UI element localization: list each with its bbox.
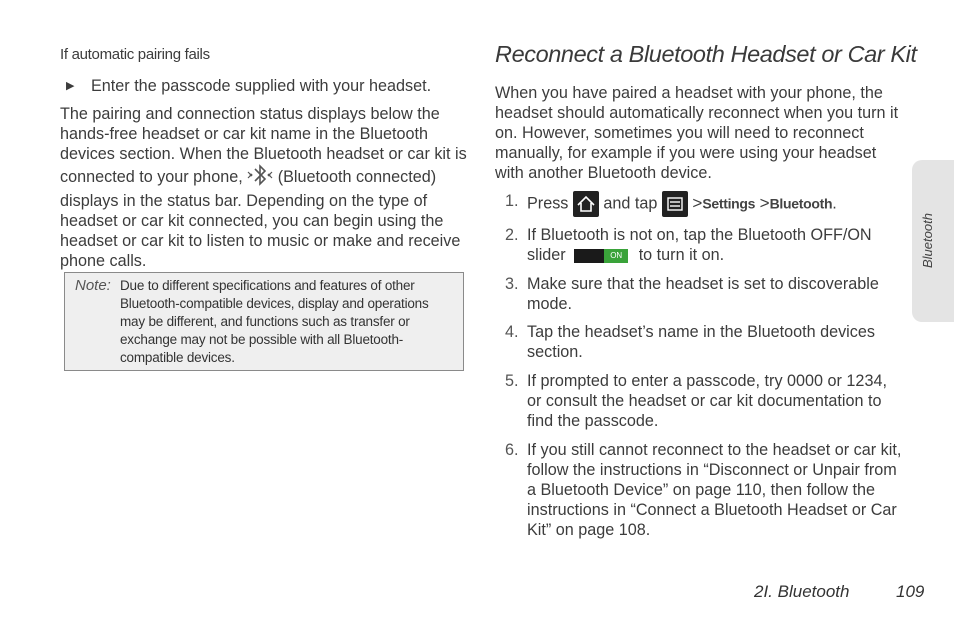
- step-6: [495, 440, 905, 540]
- menu-button-icon: [662, 191, 688, 217]
- step-number: 1.: [505, 192, 519, 210]
- step-number: 4.: [505, 323, 519, 341]
- step-number: 2.: [505, 226, 519, 244]
- side-tab-label: Bluetooth: [920, 213, 935, 268]
- home-button-icon: [573, 191, 599, 217]
- step-5: [495, 371, 905, 431]
- breadcrumb-separator: >: [759, 193, 770, 213]
- step-3: [495, 274, 905, 314]
- intro-paragraph: When you have paired a headset with your phone, the headset should automatically reconnect when you turn it on. However, sometimes you will need to reconnect manually, for example if you were using your headset with another Bluetooth device.: [495, 84, 899, 182]
- slider-on-label: ON: [604, 249, 628, 263]
- step-number: 5.: [505, 372, 519, 390]
- section-heading: Reconnect a Bluetooth Headset or Car Kit: [495, 41, 917, 67]
- footer-chapter: 2I. Bluetooth: [754, 582, 850, 601]
- bluetooth-connected-icon: [247, 164, 273, 191]
- breadcrumb-separator: >: [692, 193, 703, 213]
- note-box: [64, 272, 464, 371]
- step-text: to turn it on.: [638, 246, 725, 264]
- steps-list: [495, 191, 905, 540]
- step-text: If you still cannot reconnect to the headset or car kit, follow the instructions in “Disconnect or Unpair from a Bluetooth Device” on page 110, then follow the instructions in “Connect a Bluetooth Headset or Car Kit” on page 108.: [527, 441, 902, 539]
- chapter-side-tab: [912, 160, 954, 322]
- step-text: and tap: [603, 194, 658, 213]
- step-text: Press: [527, 194, 569, 213]
- step-end: .: [832, 194, 837, 213]
- step-4: [495, 322, 905, 362]
- status-paragraph: [60, 104, 470, 271]
- step-1: [495, 191, 905, 217]
- step-number: 3.: [505, 275, 519, 293]
- bullet-icon: ▶: [66, 80, 75, 92]
- paragraph-part-1: The pairing and connection status displays below the hands-free headset or car kit name in the Bluetooth devices section. When the Bluetooth headset or car kit is connected to your phone,: [60, 105, 467, 186]
- bluetooth-toggle-slider: [574, 249, 628, 263]
- step-text: If prompted to enter a passcode, try 0000 or 1234, or consult the headset or car kit documentation to find the passcode.: [527, 372, 887, 430]
- paragraph-part-2: (Bluetooth connected) displays in the status bar. Depending on the type of headset or car kit connected, you can begin using the headset or car kit to listen to music or make and receive phone calls.: [60, 167, 461, 270]
- bluetooth-label: Bluetooth: [769, 195, 833, 212]
- note-text: Due to different specifications and features of other Bluetooth-compatible devices, display and operations may be different, and functions such as transfer or exchange may not be possible with all Bluetooth-compatible devices.: [120, 278, 429, 365]
- page-number: 109: [896, 582, 925, 601]
- settings-label: Settings: [702, 195, 756, 212]
- step-text: Make sure that the headset is set to discoverable mode.: [527, 275, 879, 313]
- subheading: If automatic pairing fails: [60, 46, 210, 63]
- note-label: Note:: [75, 277, 111, 294]
- step-text: If Bluetooth is not on, tap the Bluetooth OFF/ON slider: [527, 226, 872, 264]
- step-2: [495, 225, 905, 265]
- bullet-text: Enter the passcode supplied with your headset.: [91, 77, 432, 95]
- step-text: Tap the headset’s name in the Bluetooth devices section.: [527, 323, 875, 361]
- step-number: 6.: [505, 441, 519, 459]
